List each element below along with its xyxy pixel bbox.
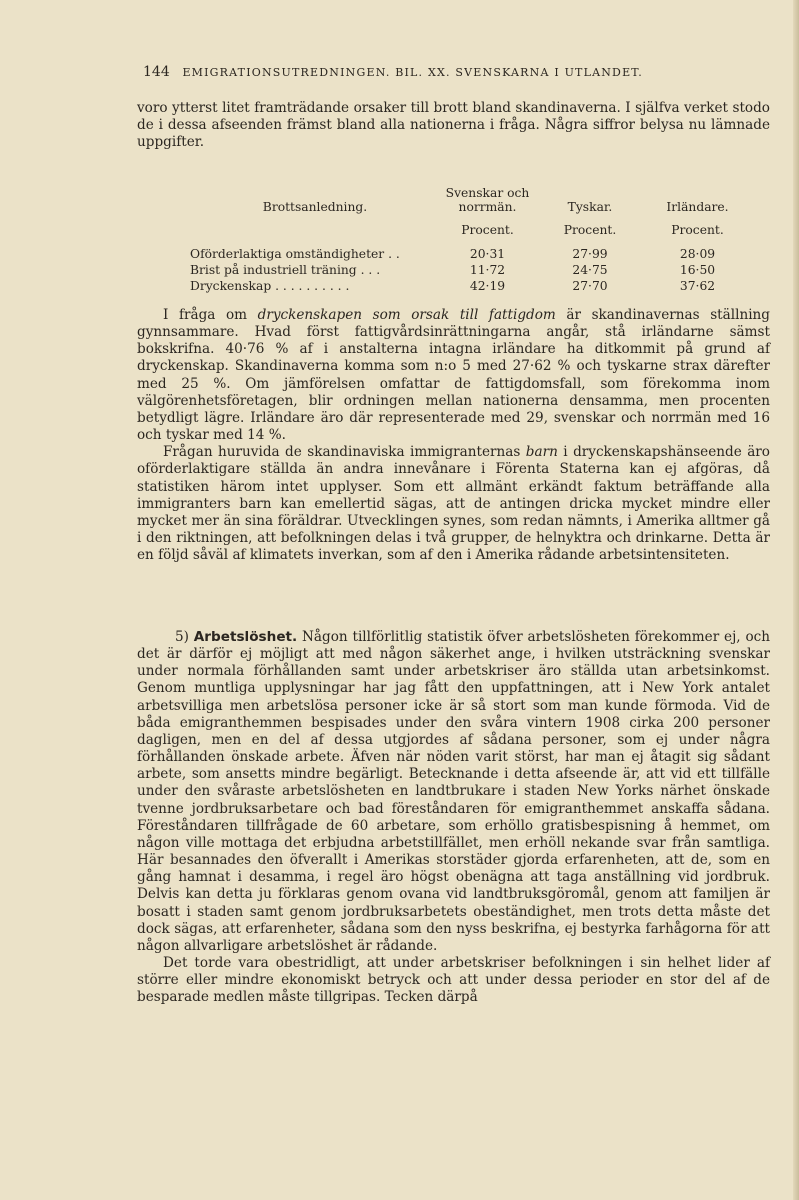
cell-value: 28·09	[679, 247, 716, 261]
cell-value: 24·75	[572, 263, 608, 277]
table-header-row	[190, 178, 750, 214]
cell-value: 42·19	[469, 279, 506, 293]
cell-value: 16·50	[679, 263, 716, 277]
drunkenness-paragraph: I fråga om dryckenskapen som orsak till fattigdom är skandinavernas ställning gynnsammare. Hvad först fattigvårdsinrättningarna angår, stå irländarne sämst bokskrifna. 40·76 % af i anstalterna intagna irländare ha ditkommit på grund af dryckenskap. Skandinaverna komma som n:o 5 med 27·62 % och tyskarne strax därefter med 25 %. Om jämförelsen omfattar de fattigdomsfall, som förekomma inom välgörenhetsföretagen, blir ordningen mellan nationerna densamma, men procenten betydligt lägre. Irländare äro där representerade med 29, svenskar och norrmän med 16 och tyskar med 14 %.	[137, 307, 770, 444]
row-label: Oförderlaktiga omständigheter . .	[190, 247, 400, 261]
running-header	[143, 64, 773, 80]
closing-paragraph: Det torde vara obestridligt, att under arbetskriser befolkningen i sin helhet lider af större eller mindre ekonomiskt betryck och att under dessa perioder en stor del af de besparade medlen måste tillgripas. Tecken därpå	[137, 954, 770, 1006]
table-row	[190, 262, 750, 278]
running-title: EMIGRATIONSUTREDNINGEN. BIL. XX. SVENSKARNA I UTLANDET.	[182, 66, 643, 79]
table-unit-row	[190, 214, 750, 246]
page-edge	[793, 0, 799, 1200]
unit-label: Procent.	[563, 223, 617, 237]
emphasis-text: barn	[525, 444, 558, 461]
section-text: Någon tillförlitlig statistik öfver arbetslösheten förekommer ej, och det är därför ej möjligt att med någon säkerhet ange, i hvilken utsträckning svenskar under normala förhållanden samt under arbetskriser äro ställda utan arbetsinkomst. Genom muntliga upplysningar har jag fått den uppfattningen, att i New York antalet arbetsvilliga men arbetslösa personer icke är så stort som man kunde förmoda. Vid de båda emigranthemmen bespisades under den svåra vintern 1908 cirka 200 personer dagligen, men en del af dessa utgjordes af sådana personer, som ej under några förhållanden önskade arbete. Äfven när nöden varit störst, har man ej åtagit sig sådant arbete, som ansetts mindre begärligt. Betecknande i detta afseende är, att vid ett tillfälle under den svåraste arbetslösheten en landtbrukare i staden New Yorks närhet önskade tvenne jordbruksarbetare och bad föreståndaren för emigranthemmet anskaffa sådana. Föreståndaren tillfrågade de 60 arbetare, som erhöllo gratisbespisning å hemmet, om någon ville mottaga det erbjudna arbetstillfället, men erhöll nekande svar från samtliga. Här besannades den öfverallt i Amerikas storstäder gjorda erfarenheten, att de, som en gång hamnat i desamma, i regel äro högst obenägna att taga anställning vid jordbruk. Delvis kan detta ju förklaras genom ovana vid landtbruksgöromål, genom att familjen är bosatt i staden samt genom jordbruksarbetets obeständighet, men trots detta måste det dock sägas, att erfarenheter, sådana som den nyss beskrifna, ej bestyrka farhågorna för att någon allvarligare arbetslöshet är rådande.	[137, 629, 770, 954]
section-heading: Arbetslöshet.	[193, 629, 298, 645]
column-label: Brottsanledning.	[262, 200, 368, 214]
unemployment-paragraph	[137, 629, 770, 955]
section-number: 5)	[175, 629, 189, 645]
intro-paragraph	[137, 100, 770, 151]
column-header: Svenskar och norrmän.	[445, 186, 530, 214]
table-row	[190, 246, 750, 262]
row-label: Dryckenskap . . . . . . . . . .	[190, 279, 350, 293]
intro-text: voro ytterst litet framträdande orsaker till brott bland skandinaverna. I själfva verket stodo de i dessa afseenden främst bland alla nationerna i fråga. Några siffror belysa nu lämnade uppgifter.	[137, 100, 770, 151]
unit-label: Procent.	[671, 223, 724, 237]
row-label: Brist på industriell träning . . .	[190, 263, 381, 277]
column-header: Irländare.	[666, 200, 729, 214]
table-row	[190, 278, 750, 294]
unemployment-section	[137, 629, 770, 1006]
cell-value: 11·72	[469, 263, 506, 277]
cell-value: 27·99	[572, 247, 608, 261]
children-paragraph: Frågan huruvida de skandinaviska immigranternas barn i dryckenskapshänseende äro oförderlaktigare ställda än andra innevånare i Förenta Staterna kan ej afgöras, då statistiken härom intet upplyser. Som ett allmänt erkändt faktum beträffande alla immigranters barn kan emellertid sägas, att de antingen dricka mycket mindre eller mycket mer än sina föräldrar. Utvecklingen synes, som redan nämnts, i Amerika alltmer gå i den riktningen, att befolkningen delas i två grupper, de helnyktra och drinkarne. Detta är en följd såväl af klimatets inverkan, som af den i Amerika rådande arbetsintensiteten.	[137, 444, 770, 564]
unit-label: Procent.	[461, 223, 514, 237]
cell-value: 27·70	[572, 279, 608, 293]
emphasis-text: dryckenskapen som orsak till fattigdom	[257, 307, 556, 323]
cell-value: 20·31	[469, 247, 506, 261]
page-number: 144	[143, 64, 170, 80]
column-header: Tyskar.	[567, 200, 613, 214]
crime-cause-table	[190, 178, 750, 294]
cell-value: 37·62	[679, 279, 716, 293]
drunkenness-section	[137, 307, 770, 564]
